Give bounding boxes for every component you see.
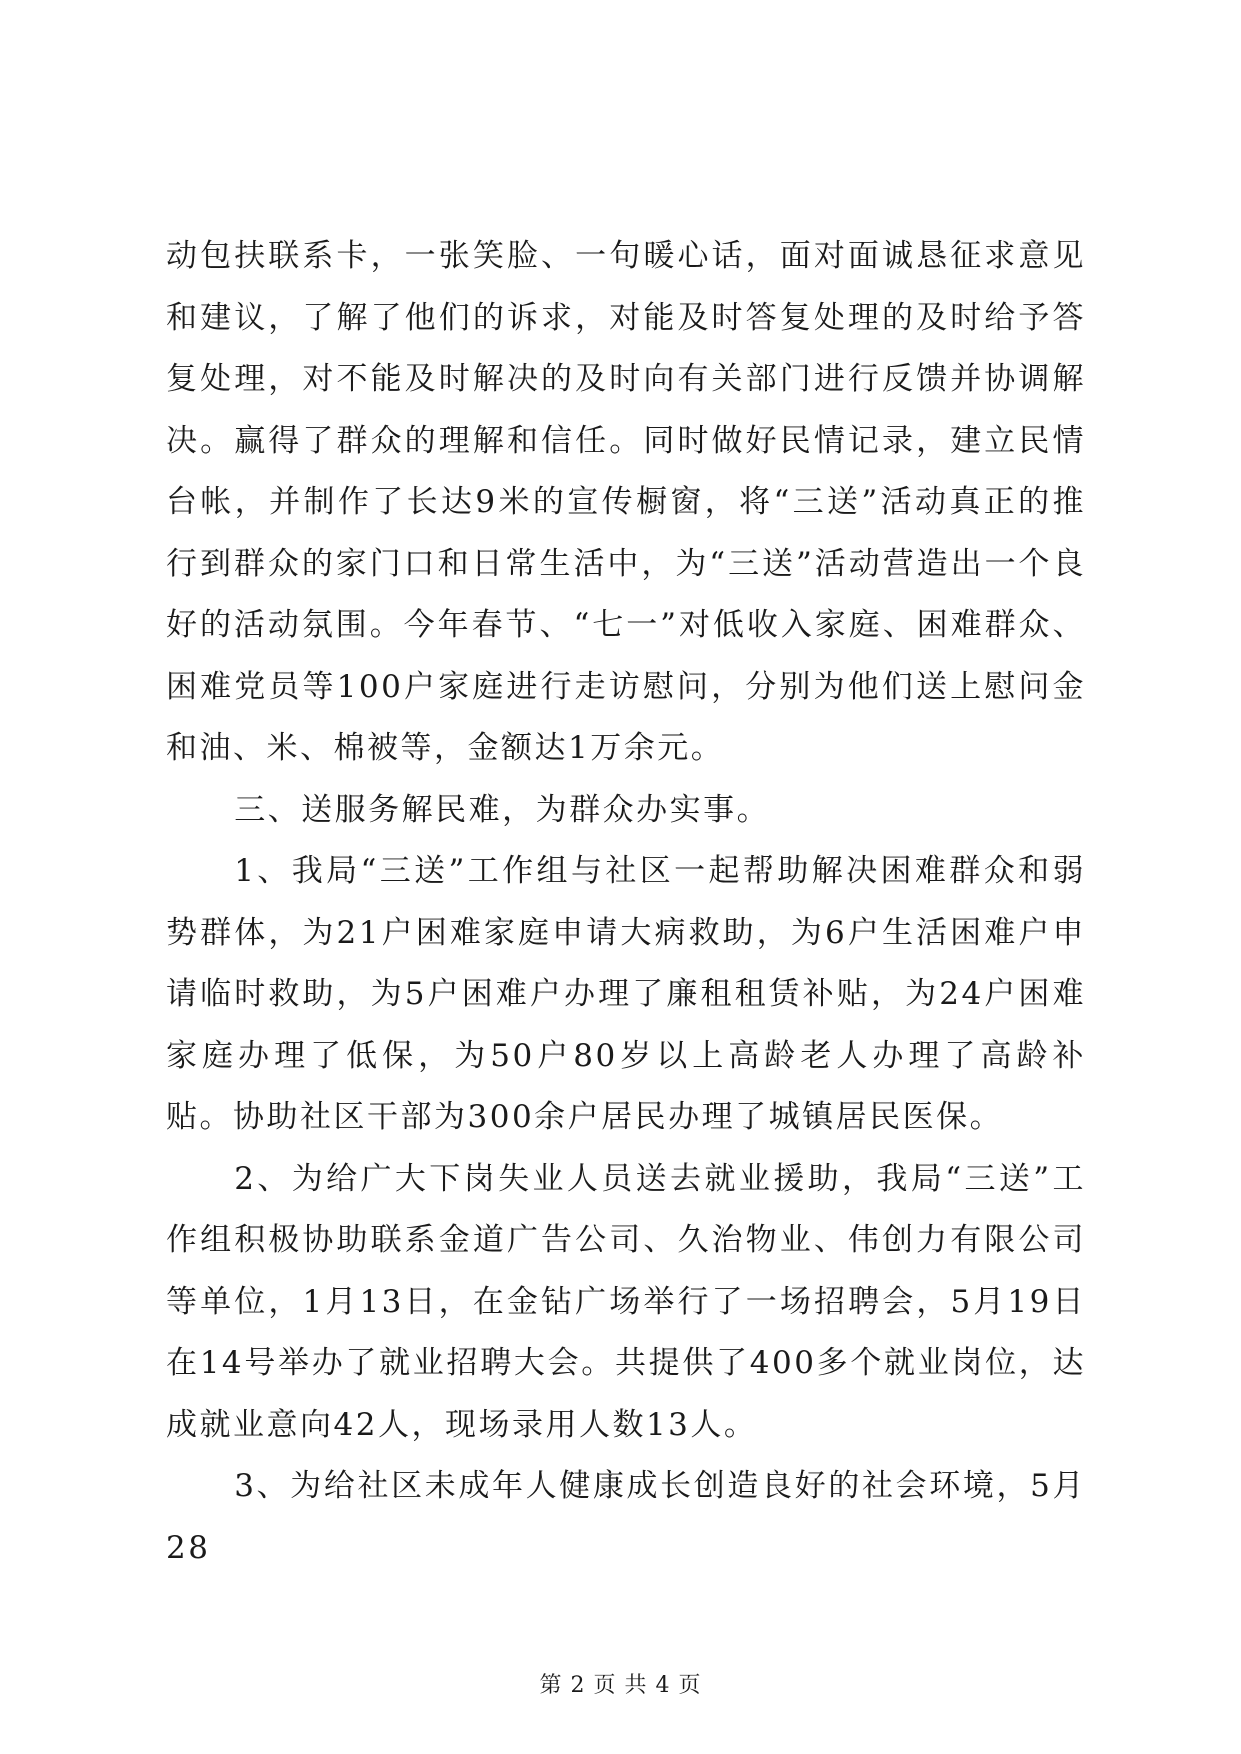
paragraph-item-2: 2、为给广大下岗失业人员送去就业援助，我局“三送”工作组积极协助联系金道广告公司、久治物业、伟创力有限公司等单位，1月13日，在金钻广场举行了一场招聘会，5月19日在14号举办了就业招聘大会。共提供了400多个就业岗位，达成就业意向42人，现场录用人数13人。 bbox=[166, 1160, 1086, 1443]
paragraph-item-1: 1、我局“三送”工作组与社区一起帮助解决困难群众和弱势群体，为21户困难家庭申请大病救助，为6户生活困难户申请临时救助，为5户困难户办理了廉租租赁补贴，为24户困难家庭办理了低保，为50户80岁以上高龄老人办理了高龄补贴。协助社区干部为300余户居民办理了城镇居民医保。 bbox=[166, 853, 1086, 1135]
paragraph-1: 动包扶联系卡，一张笑脸、一句暖心话，面对面诚恳征求意见和建议，了解了他们的诉求，对能及时答复处理的及时给予答复处理，对不能及时解决的及时向有关部门进行反馈并协调解决。赢得了群众的理解和信任。同时做好民情记录，建立民情台帐，并制作了长达9米的宣传橱窗，将“三送”活动真正的推行到群众的家门口和日常生活中，为“三送”活动营造出一个良好的活动氛围。今年春节、“七一”对低收入家庭、困难群众、困难党员等100户家庭进行走访慰问，分别为他们送上慰问金和油、米、棉被等，金额达1万余元。 bbox=[166, 238, 1086, 766]
paragraph-item-3: 3、为给社区未成年人健康成长创造良好的社会环境，5月28 bbox=[166, 1468, 1086, 1566]
section-heading-3: 三、送服务解民难，为群众办实事。 bbox=[234, 791, 771, 828]
page-number-footer: 第 2 页 共 4 页 bbox=[539, 1673, 702, 1698]
document-body bbox=[166, 226, 1086, 1579]
